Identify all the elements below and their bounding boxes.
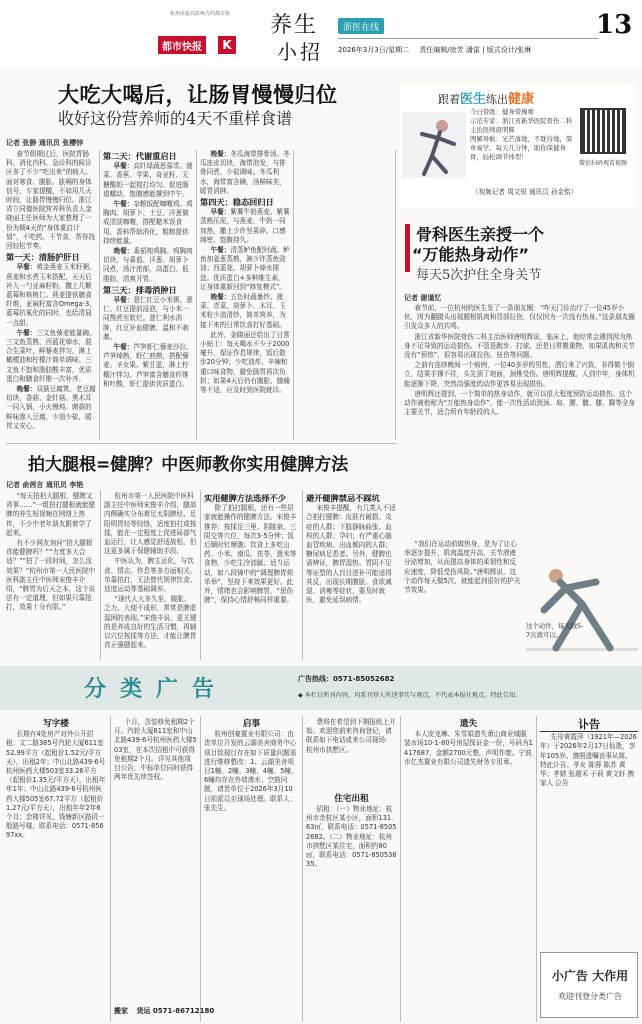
- paper-logo-icon: K: [218, 36, 236, 54]
- classifieds-title: 分类广告: [84, 677, 229, 702]
- article3-subtitle: 每天5次护住全身关节: [416, 268, 542, 283]
- promo-lines: [470, 108, 574, 180]
- article1-closing: 此外，金晓丽还给出了日常小贴士：每天喝水不少于2000毫升，保证作息规律，饭后散步20分钟；少吃油炸、辛辣和重口味食物，避免肠胃再次负担；如果4天后仍有腹胀、腹痛等不适，应及时到医院就诊。: [200, 330, 290, 395]
- classified-heading: 遗失: [459, 719, 478, 729]
- article3-figure: [526, 552, 638, 658]
- article2-sub-text: 除了拍打腿根，还有一些居家就能操作的健脾方法。宋俊丰推荐：按揉足三里、阴陵泉、三阴交等穴位，每次3-5分钟；饭后顺时针摩腹；饮食上多吃山药、小米、南瓜、茯苓、薏米等食物，少吃生冷油腻；适当运动，如八段锦中的“调理脾胃须单举”，坚持下来效果更好。此外，情绪也会影响脾胃，“思伤脾”，保持心情舒畅同样重要。: [204, 504, 297, 605]
- date-line: [338, 45, 531, 55]
- classifieds-disclaimer: ◆ 本栏目所刊内容，均系刊登人所述事实与观点，不代表本报社观点。特此告知。: [298, 692, 522, 699]
- classified-text: 本人庞龙琳、朱雪娟遗失萧山商业城服装市场10-1-80号房屋保证金一份，号码为1417687，金额2700元整，声明作废。宁波市亿杰置业有限公司遗失财务专用章。: [404, 730, 533, 766]
- article3-title-line2: “万能热身动作”: [412, 245, 530, 264]
- article3-figure-caption: 这个动作，每天做5-7次就可以。: [526, 622, 584, 639]
- promo-figure: [402, 112, 466, 178]
- small-ad-box: [540, 952, 638, 1018]
- promo-qr-caption: 微信扫码观看视频: [578, 160, 627, 167]
- footer-phone: 货运 0571-86712180: [136, 1007, 215, 1015]
- day1-heading: 第一天：清肠护肝日: [6, 252, 80, 263]
- article1-byline: 记者 张静 通讯员 张樱锌: [6, 139, 84, 147]
- day3-heading: 第三天：排毒消肿日: [103, 284, 177, 295]
- article2-paragraph: 有不少网友询问“拍大腿根真能健脾吗？”“力度多大合适？”“拍了一段时间，怎么没效果？”杭州市第一人民医院中医科副主任中医师宋俊丰介绍，“脾胃为后天之本，这个说法有一定道理，但如果只靠拍打，效果十分有限。”: [6, 539, 96, 612]
- classified-heading: 启事: [242, 719, 261, 729]
- promo-line: 图解导航：光芒落地，不耽待地，简单易学。每天几分钟，助你保健身骨，轻松调节体型！: [470, 135, 573, 161]
- classified-text: 招租：（一）物业地址：杭州市余杭区某小区，面积131.63㎡，联系电话：0571-85052682。（二）物业地址：杭州市拱墅区某住宅，面积约80㎡，联系电话：0571-85053835。: [306, 805, 397, 869]
- article3-byline: 记者 谢谨忆: [404, 294, 442, 302]
- day2-meal: 午餐：杂粮饭配咖喱鸡。鸡胸肉、胡萝卜、土豆、洋葱做成清淡咖喱，搭配糙米饭食用。香料帮助消化，粗粮提供持续能量。: [103, 200, 193, 245]
- article2-title: 拍大腿根=健脾？中医师教你实用健脾方法: [28, 455, 349, 475]
- small-ad-subtitle: 欢迎刊登分类广告: [558, 992, 622, 1001]
- article1-col3: [200, 150, 290, 440]
- day3-meal: 晚餐：冬瓜海带排骨汤。冬瓜连皮切块，海带泡发，与排骨同煮，少盐调味。冬瓜利水，海带富含碘，汤鲜味美，暖胃消肿。: [200, 150, 290, 195]
- promo-box: [400, 84, 636, 208]
- article3-paragraph: 唐明辉还提到，一个简单的热身动作，就可以很大程度预防运动损伤。这个动作被他称为“万能热身动作”，能一次性活动到颈、肩、腰、髋、膝、踝等全身主要关节，适合所有年龄段的人。: [404, 389, 636, 417]
- article2-col1: [6, 492, 97, 660]
- article2-sub-text: 宋俊丰提醒，有几类人不适合拍打健脾：皮肤有破损、炎症的人群；下肢静脉曲张、血栓的人群；孕妇；有严重心脑血管疾病、出血倾向的人群；糖尿病足患者。另外，健脾也需辨证，脾胃湿热、胃阴不足等证型的人盲目进补可能适得其反，出现长期腹胀、食欲减退、消瘦等症状，要及时就医，避免延误病情。: [306, 504, 396, 605]
- day1-meal: 晚餐：双菇豆腐煲。老豆腐切块，香菇、金针菇、黑木耳一同入锅，小火慢炖。菌菇的鲜味渗入豆腐，少油少盐，暖胃又安心。: [6, 385, 96, 430]
- article3-accent-bar: [405, 224, 410, 272]
- page-number: 13: [596, 10, 633, 40]
- article1-col2: [103, 150, 193, 440]
- classified-heading: 写字楼: [43, 719, 69, 729]
- classified-text: 个月，含装修免租期2个月。汽轮大厦611室和中山北路439-6号杭州医药大楼503室，在本次招租中可获得免租期2个月。详见其他项目公告，中标单位同时获得两年优先续签权。: [114, 718, 197, 782]
- small-ad-title: 小广告 大作用: [551, 969, 629, 983]
- article3-title-line1: 骨科医生亲授一个: [416, 225, 545, 244]
- classified-col1: [6, 718, 106, 1018]
- issue-date: 2026年3月3日/星期二: [338, 46, 410, 54]
- classified-col3: [204, 718, 299, 1018]
- masthead: [0, 0, 642, 66]
- day2-heading: 第二天：代谢重启日: [103, 151, 177, 161]
- article2-paragraph: “现代人大多久坐，腹胀、乏力、大便不成形，常常是脾虚湿困的表现。”宋俊丰说，更关键的是养成良好的生活习惯，再辅以穴位按揉等方法，才能让脾胃真正强健起来。: [104, 595, 197, 650]
- classified-text: 费将在希望到下期报纸上开始。欢迎您前来咨询登记，请联系如下电话或来公司现场：杭州市拱墅区。: [306, 718, 396, 754]
- day4-meal: 午餐：清蒸鲈鱼配时蔬。鲈鱼加姜葱蒸熟，淋少许蒸鱼豉油；西蓝花、胡萝卜焯水摆盘。优质蛋白+多种维生素，让身体重新回到“修复模式”。: [200, 246, 290, 291]
- classified-heading: 讣告: [540, 720, 638, 732]
- article2-col4: [306, 492, 398, 660]
- day4-meal: 晚餐：五色时蔬暴炒。菠菜、青菜、胡萝卜、木耳、玉米粒少油清炒，简单营养，为接下来的日常饮食打好基础。: [200, 293, 286, 329]
- promo-brand: 跟着医生练出健康: [438, 92, 535, 107]
- article2-col3: [204, 492, 299, 660]
- day2-meal: 晚餐：番茄炖鸡胸。鸡胸肉切块，与番茄、洋葱、胡萝卜同煮，汤汁浓郁，高蛋白、低脂肪，清爽开胃。: [103, 247, 193, 283]
- masthead-divider: [338, 38, 598, 39]
- promo-credit: （视频记者 周文锐 通讯员 孙金铭）: [472, 188, 578, 196]
- classifieds-hotline: 广告热线：0571-85052682: [298, 675, 395, 683]
- article2-sub-heading: 实用健脾方法选择不少: [204, 493, 286, 503]
- classified-col5: [404, 718, 533, 1018]
- article1-title: 大吃大喝后，让肠胃慢慢归位: [58, 83, 338, 107]
- day4-heading: 第四天：稳态回归日: [200, 197, 274, 208]
- section-title-bottom: 小招: [277, 40, 323, 64]
- promo-line: 示范专家：浙江省新华医院骨伤二科主治医师唐明辉: [470, 117, 573, 134]
- article3-paragraph: 春节前，一位杭州的医生发了一条朋友圈：“咋天门诊治疗了一位45岁小伙，因为翻腿头出现腿根肌肉和背部拉伤，仅仅因为一次没有热身。”这条朋友圈引发众多人的共鸣。: [404, 304, 635, 331]
- article3-body: [404, 304, 636, 540]
- classified-col6: [540, 718, 638, 948]
- paper-slogan: 杭州市最具影响力的都市报: [169, 11, 230, 17]
- masthead-left: [140, 4, 260, 62]
- article2-sub-heading: 避开健脾禁忌不踩坑: [306, 493, 380, 503]
- paper-name: 都市快报: [158, 36, 206, 54]
- article2-paragraph: “每天拍拍大腿根，健脾又省事……”一组拍打腿根就能健脾的养生短视频在网络上热传，不少中老年朋友跟着学了起来。: [6, 492, 96, 537]
- editors: 责任编辑/徐芳 潘雷 | 版式设计/张琳: [419, 46, 532, 54]
- day1-meal: 早餐：黄金燕麦玉米籽粥。燕麦和水煮玉米搭配，天天后补入一勺亚麻籽粉，撒上几颗蓝莓和核桃仁。燕麦提供膳食纤维，亚麻籽富含Omega-3，蓝莓抗氧化的同时，也给清晨一点甜。: [6, 263, 96, 327]
- day4-meal: 早餐：紫薯牛奶燕麦。紫薯蒸熟压泥，与燕麦、牛奶一同加热，撒上少许坚果碎。口感绵密，饱腹持久。: [200, 208, 290, 244]
- promo-qr-code[interactable]: [580, 108, 626, 154]
- classifieds-band: [0, 666, 642, 710]
- article2-col2: [104, 492, 197, 660]
- day1-meal: 午餐：三文鱼藜麦能量碗。三文鱼蒸熟，西蓝花焯水，混合生菜叶，鲜藜麦拌匀，淋上橄榄油和柠檬汁简单调味。三文鱼不饱和脂肪酸丰富，优质蛋白和膳食纤维一次补齐。: [6, 328, 96, 383]
- section-title-top: 养生: [270, 13, 319, 38]
- classified-col2: [114, 718, 197, 1002]
- article3-paragraph: 浙江省新华医院骨伤二科主治医师唐明辉说，临床上，他经常会遇到因为热身不足导致的运动损伤。不管是跑步、打球，还是日常搬重物，如果肌肉和关节没有“预热”，很容易出现拉伤、扭伤等问题。: [404, 332, 635, 360]
- classified-col4: [306, 718, 397, 1018]
- article1-subtitle: 收好这份营养师的4天不重样食谱: [58, 109, 293, 128]
- classified-heading: 住宅出租: [334, 793, 369, 804]
- article1-intro: 春节假期过后，医院胃肠科、消化内科、急诊科的候诊区多了不少“吃出来”的病人。面对寒食、腹胀、胀嗝的身体信号，专家提醒，不如用几天时间，让肠胃慢慢归位。浙江省立同德医院营养科负责人金晓丽主任医师为大家整理了一份为期4天的“身体重启计划”，不吃药、不节食，帮你找回轻松节奏。: [6, 150, 96, 251]
- brand-name: 浙医在线: [343, 23, 380, 33]
- article2-byline: 记者 俞茜言 通讯员 李艳: [6, 481, 84, 489]
- day3-meal: 午餐：芦笋虾仁藜麦沙拉。芦笋焯熟，虾仁煎熟，搭配藜麦、圣女果、紫甘蓝，淋上柠檬汁拌匀。芦笋富含膳食纤维和叶酸，虾仁提供优质蛋白。: [103, 343, 193, 388]
- article2-paragraph: 中医认为，脾主运化，与饮食、情志、作息等多方面相关。单靠拍打，无法替代规律饮食、适度运动等基础调养。: [104, 557, 197, 594]
- footer-label: 搬家: [114, 1007, 128, 1015]
- article3-paragraph: 之前有连续晚间一个病例，一位40多岁的男性，洒后来了兴致，非得做个倒立，结果手撑不住，头先顶了地面，颈椎受伤。唐明辉提醒，人到中年，身体机能逐渐下降，突然高强度的动作更容易出现损伤。: [404, 361, 635, 388]
- day2-meal: 早餐：高纤绿蔬思慕雪。菠菜、香蕉、苹果、奇亚籽、无糖酸奶一起搅打均匀。促进肠道蠕动，饱腹感能撑到中午。: [103, 162, 193, 198]
- article2-paragraph: 杭州市第一人民医院中医科副主任中医师宋俊丰介绍，腿部内侧确实分布着足太阴脾经、足阳明胃经等经络，适度拍打或按揉，能在一定程度上促进局部气血运行，让人感觉舒适放松，但这更多属于保健辅助手段。: [104, 492, 197, 556]
- classified-text: 先母黄霞萍（1921年—2026年）于2026年2月17日仙逝，享年105岁。遵照遗嘱丧事从简。特此讣告。孝女 陈蓉 陈苏 黄华；孝婿 张超禾 于莉 黄文轩 携家人 泣告: [540, 733, 637, 788]
- classifieds-footer-left: [114, 1006, 214, 1016]
- article3-paragraph: “我们在运动前做热身，是为了让心率逐步提升，肌肉温度升高，关节滑液分泌增加，从而提高身体的柔韧性和反应速度，降低受伤风险。”唐明辉说，这个动作每天做5次，就能起到很好的护关节效果。: [404, 540, 521, 595]
- promo-line: 今日带练：健身带操师: [470, 108, 534, 116]
- classified-text: 长期有4处房产对外公开招租：文二路385号汽轮大厦611室52.99平方（起租价1.52元/平方天），出租2年；中山北路439-6号杭州医药大楼503室33.26平方（起租价1.35元/平方天），出租年年1年；中山北路439-6号杭州医药大楼505室67.72平方（起租价1.27元/平方天），出租年年2年6个月；余楼详见，钱塘新区路段一般路号楼，联系电话：0571-85697xx。: [6, 730, 106, 840]
- article1-col1: [6, 150, 96, 440]
- day3-meal: 早餐：薏仁红豆小米粥。薏仁、红豆提前浸泡，与小米一同熬煮至软烂。薏仁利水消肿，红豆补血健脾，温和不刺激。: [103, 296, 193, 341]
- article3-body-lower: [404, 540, 522, 658]
- brand-badge: [338, 18, 384, 34]
- classified-text: 杭州创豪置业有限公司：由贵单位开发的云湖美舍商务中心项目致现目存在如下质量问题需进行维修整改：1、云湖美舍项目1幢、2幢、3幢、4幢、5幢、6幢均存在外墙渗水、空鼓问题，请贵单位于2026年3月10日前派员至现场处理。联系人：张先生。: [204, 730, 298, 812]
